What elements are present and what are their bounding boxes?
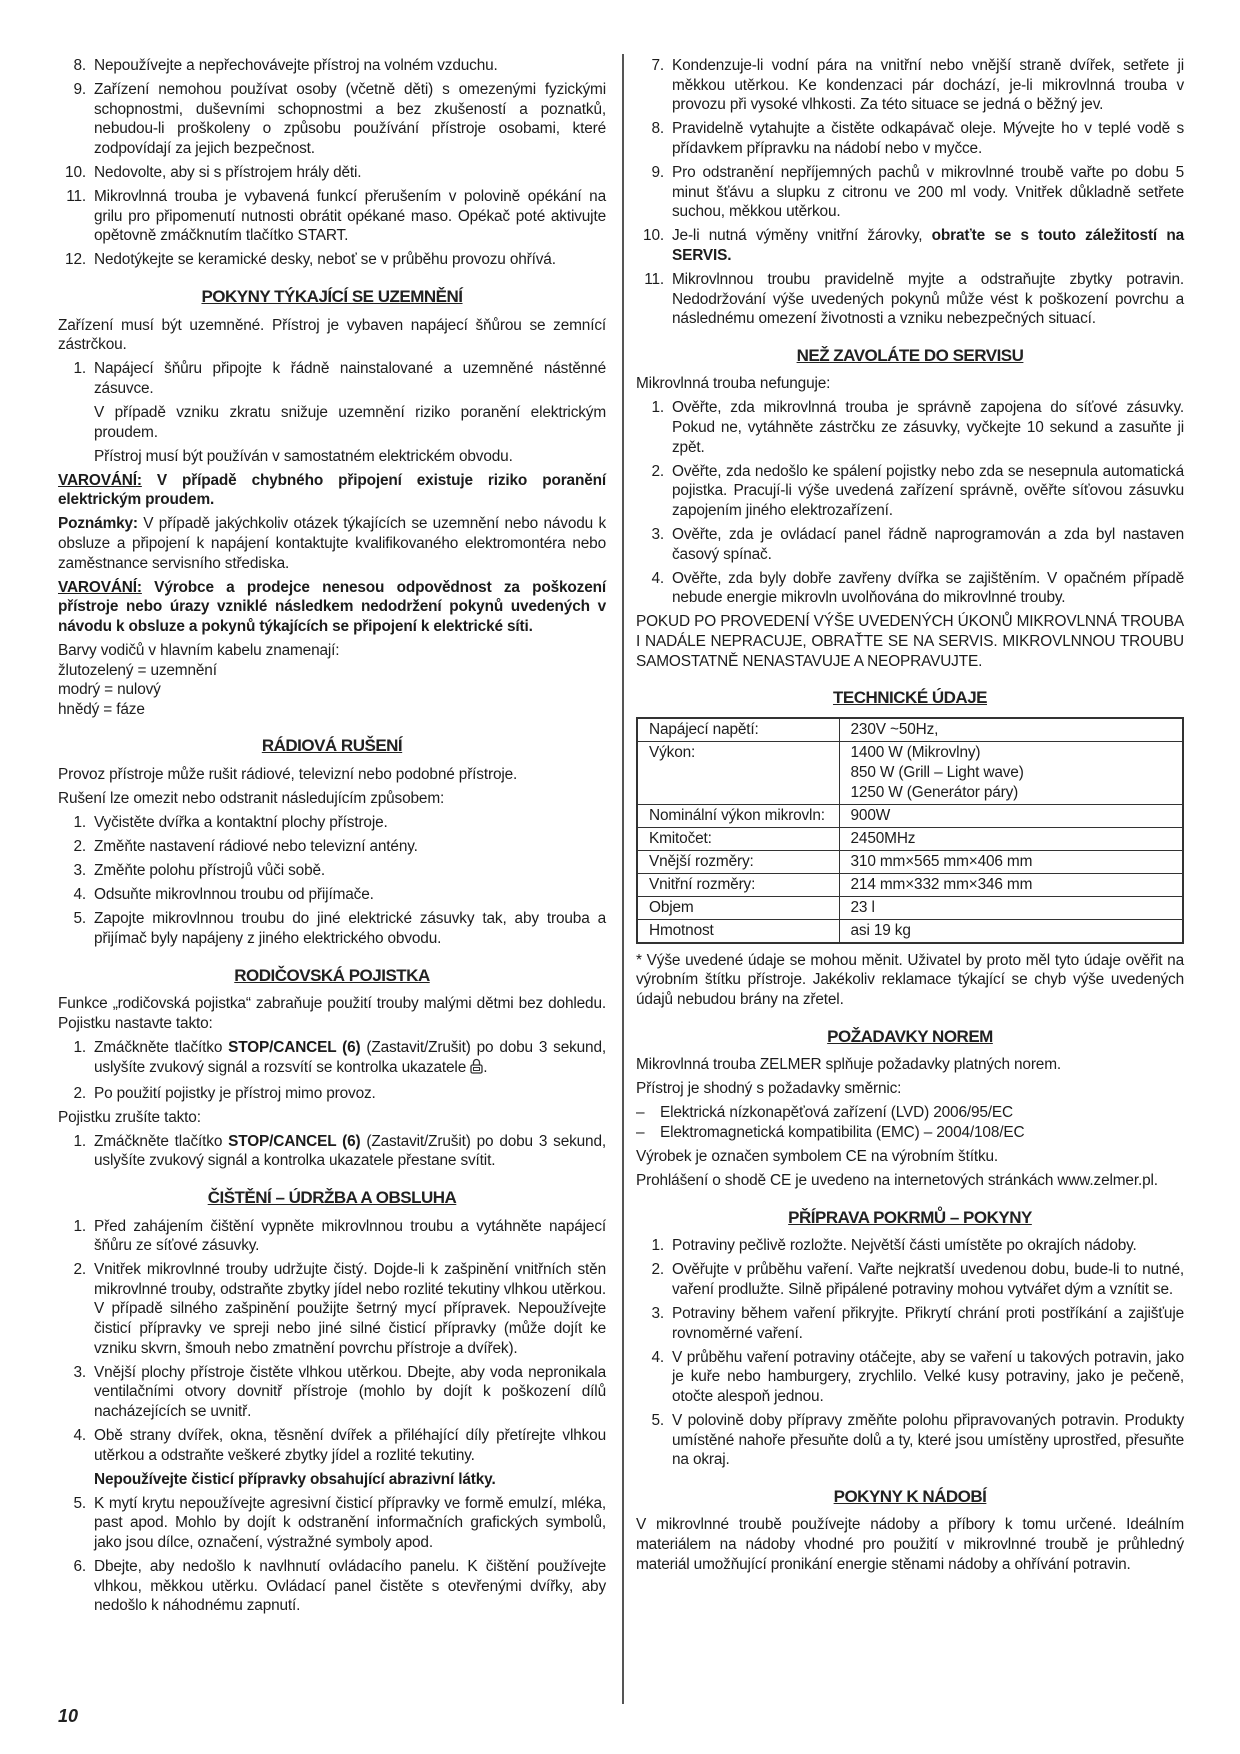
list-item-text: Ověřte, zda nedošlo ke spálení pojistky nebo zda se nesepnula automatická pojistka. Pracují-li výše uvedená zařízení správně, ověřte síťovou zásuvku zapojením jiného elektrozařízení. (672, 462, 1184, 519)
list-number: 3. (73, 862, 86, 880)
list-number: 2. (73, 1084, 86, 1102)
list-number: 1. (651, 399, 664, 417)
list-number: 4. (73, 886, 86, 904)
list-item (58, 80, 606, 158)
list-item (636, 270, 1184, 329)
list-item-text: Pravidelně vytahujte a čistěte odkapávač oleje. Mývejte ho v teplé vodě s přídavkem přípravku na nádobí nebo v myčce. (672, 120, 1184, 157)
list-item-text: Ověřujte v průběhu vaření. Vařte nejkratší uvedenou dobu, bude-li to nutné, vaření prodlužte. Silně připálené potraviny mohou vytvářet dým a vznítit se. (672, 1261, 1184, 1298)
list-number: 1. (73, 1217, 86, 1235)
paragraph: * Výše uvedené údaje se mohou měnit. Uživatel by proto měl tyto údaje ověřit na výrobním štítku přístroje. Jakékoliv reklamace týkající se chyb výše uvedených údajů nebudou brány na zřetel. (636, 951, 1184, 1008)
list-item (58, 1494, 606, 1553)
text-line: modrý = nulový (58, 681, 161, 699)
list-item (636, 569, 1184, 608)
list-item-text: V polovině doby přípravy změňte polohu připravovaných potravin. Produkty umístěné nahoře přesuňte dolů a ty, které jsou umístěny uprostřed, přesuňte na okraj. (672, 1412, 1184, 1469)
dash-list-item (636, 1103, 1184, 1123)
list-number: 10. (65, 163, 86, 181)
spec-value (839, 850, 1183, 873)
spec-value (839, 718, 1183, 742)
list-item (58, 813, 606, 833)
list-item-text: Před zahájením čištění vypněte mikrovlnnou troubu a vytáhněte napájecí šňůru ze síťové zásuvky. (94, 1217, 606, 1255)
list-item-note: Přístroj musí být používán v samostatném elektrickém obvodu. (94, 447, 513, 465)
list-number: 1. (73, 1038, 86, 1056)
list-item-text: Potraviny během vaření přikryjte. Přikrytí chrání proti postříkání a zajišťuje rovnoměrné vaření. (672, 1305, 1184, 1342)
list-number: 5. (73, 1494, 86, 1512)
list-number: 1. (73, 360, 86, 378)
list-item (58, 861, 606, 881)
paragraph: Pojistku zrušíte takto: (58, 1108, 201, 1126)
spec-label: Napájecí napětí: (637, 718, 839, 742)
list-number: 10. (643, 227, 664, 245)
section-heading: POKYNY TÝKAJÍCÍ SE UZEMNĚNÍ (201, 286, 463, 306)
list-item (58, 1557, 606, 1616)
list-item (636, 226, 1184, 265)
list-item (58, 909, 606, 948)
text-run: (Zastavit/Zrušit) po dobu 3 sekund, uslyšíte zvukový signál a kontrolka ukazatele přestane svítit. (94, 1132, 606, 1170)
list-number: 4. (73, 1427, 86, 1445)
dash-bullet: – (636, 1123, 645, 1141)
list-number: 9. (73, 81, 86, 99)
list-item (636, 56, 1184, 115)
paragraph (58, 471, 606, 510)
emphasis-text: V případě chybného připojení existuje riziko poranění elektrickým proudem. (58, 471, 606, 509)
section-heading: POŽADAVKY NOREM (827, 1026, 993, 1046)
paragraph: V mikrovlnné troubě používejte nádoby a příbory k tomu určené. Ideálním materiálem na nádoby vhodné pro použití v mikrovlnné troubě je průhledný materiál umožňující pronikání energie stěnami nádoby a ohřívání potravin. (636, 1516, 1184, 1573)
left-column (58, 56, 606, 1620)
list-item-text: Vnitřek mikrovlnné trouby udržujte čistý. Dojde-li k zašpinění vnitřních stěn mikrovlnné trouby, odstraňte zbytky jídel nebo rozlité tekutiny vlhkou utěrkou. V případě silného zašpinění použijte šetrný mycí přípravek. Nepoužívejte čisticí přípravky ve spreji nebo jiné silné čisticí přípravky (může dojít ke vzniku skvrn, šmouh nebo zmatnění povrchu přístroje a dvířek). (94, 1261, 606, 1357)
list-number: 8. (73, 57, 86, 74)
list-item (58, 1084, 606, 1104)
spec-value (839, 919, 1183, 943)
list-item-text: Nepoužívejte a nepřechovávejte přístroj na volném vzduchu. (94, 57, 498, 74)
spec-table (636, 717, 1184, 944)
spec-value-line: asi 19 kg (850, 921, 911, 939)
lock-icon (470, 1058, 483, 1080)
spec-label: Hmotnost (637, 919, 839, 943)
emphasis-text: Výrobce a prodejce nenesou odpovědnost za poškození přístroje nebo úrazy vzniklé následkem nedodržení pokynů uvedených v návodu k obsluze a pokynů týkajících se připojení k elektrické síti. (58, 578, 606, 635)
list-number: 2. (73, 838, 86, 856)
text-line: žlutozelený = uzemnění (58, 661, 217, 679)
paragraph: Rušení lze omezit nebo odstranit následujícím způsobem: (58, 790, 445, 807)
spec-row (637, 804, 1183, 827)
list-item-text: Kondenzuje-li vodní pára na vnitřní nebo vnější straně dvířek, setřete ji měkkou utěrkou. Ke kondenzaci pár dochází, je-li mikrovlnná trouba v provozu při vysoké vlhkosti. Za této situace se jedná o běžný jev. (672, 57, 1184, 114)
list-item (58, 1363, 606, 1422)
paragraph: Provoz přístroje může rušit rádiové, televizní nebo podobné přístroje. (58, 765, 518, 783)
list-item (58, 359, 606, 398)
list-item (58, 250, 606, 270)
paragraph: Mikrovlnná trouba ZELMER splňuje požadavky platných norem. (636, 1056, 1062, 1074)
spec-value-line: 230V ~50Hz, (850, 720, 939, 738)
dash-item-text: Elektromagnetická kompatibilita (EMC) – 2004/108/EC (660, 1123, 1025, 1141)
list-number: 1. (73, 1132, 86, 1150)
paragraph (58, 514, 606, 573)
spec-value (839, 741, 1183, 804)
list-item-note: V případě vzniku zkratu snižuje uzemnění riziko poranění elektrickým proudem. (94, 403, 606, 441)
list-number: 9. (651, 163, 664, 181)
spec-label: Vnitřní rozměry: (637, 873, 839, 896)
list-number: 5. (73, 910, 86, 928)
text-run: Je-li nutná výměny vnitřní žárovky, (672, 227, 932, 245)
spec-value (839, 827, 1183, 850)
list-number: 6. (73, 1558, 86, 1576)
list-item (636, 1236, 1184, 1256)
spec-value-line: 214 mm×332 mm×346 mm (850, 875, 1033, 893)
page-number: 10 (58, 1706, 79, 1726)
spec-value-line: 1400 W (Mikrovlny) (850, 743, 981, 761)
list-item-text: Mikrovlnnou troubu pravidelně myjte a odstraňujte zbytky potravin. Nedodržování výše uvedených pokynů může vést k poškození povrchu a následnému omezení životnosti a vzniku nebezpečných situací. (672, 270, 1184, 328)
list-item (636, 1260, 1184, 1299)
list-number: 1. (651, 1237, 664, 1255)
spec-row (637, 919, 1183, 943)
dash-list (636, 1103, 1184, 1142)
spec-row (637, 718, 1183, 742)
list-item (58, 1260, 606, 1358)
spec-row (637, 850, 1183, 873)
text-run: Zmáčkněte tlačítko (94, 1038, 229, 1056)
list-item (58, 163, 606, 183)
list-item (58, 1038, 606, 1079)
paragraph: Přístroj je shodný s požadavky směrnic: (636, 1080, 902, 1098)
spec-row (637, 873, 1183, 896)
list-item (636, 119, 1184, 158)
list-item (636, 525, 1184, 564)
spec-row (637, 827, 1183, 850)
list-item (58, 1426, 606, 1465)
text-line: Barvy vodičů v hlavním kabelu znamenají: (58, 641, 340, 659)
spec-value (839, 804, 1183, 827)
list-number: 7. (651, 57, 664, 74)
list-item-text: Potraviny pečlivě rozložte. Největší části umístěte po okrajích nádoby. (672, 1237, 1137, 1255)
right-column (636, 56, 1184, 1579)
paragraph (58, 578, 606, 637)
list-item-text: Nedovolte, aby si s přístrojem hrály děti. (94, 163, 362, 181)
list-item (636, 1304, 1184, 1343)
section-heading: POKYNY K NÁDOBÍ (833, 1486, 987, 1506)
list-number: 3. (73, 1363, 86, 1381)
spec-value-line: 1250 W (Generátor páry) (850, 783, 1019, 801)
dash-list-item (636, 1123, 1184, 1143)
list-item (58, 187, 606, 246)
list-number: 5. (651, 1412, 664, 1429)
list-item-text: Napájecí šňůru připojte k řádně nainstalované a uzemněné nástěnné zásuvce. (94, 360, 606, 397)
text-line: hnědý = fáze (58, 700, 145, 718)
list-item-text: Zapojte mikrovlnnou troubu do jiné elektrické zásuvky tak, aby trouba a přijímač byly napájeny z jiného elektrického obvodu. (94, 910, 606, 948)
emphasis-text: STOP/CANCEL (6) (228, 1132, 361, 1150)
list-item-text: K mytí krytu nepoužívejte agresivní čisticí přípravky ve formě emulzí, mléka, past apod. Mohlo by dojít k odstranění informačních grafických symbolů, jako jsou dílce, označení, výstražné symboly apod. (94, 1494, 606, 1551)
emphasis-text: STOP/CANCEL (6) (228, 1038, 361, 1056)
paragraph: Funkce „rodičovská pojistka“ zabraňuje použití trouby malými dětmi bez dohledu. Pojistku nastavte takto: (58, 995, 606, 1032)
list-number: 12. (65, 251, 86, 269)
list-item (636, 1348, 1184, 1407)
list-item-text: Ověřte, zda je ovládací panel řádně naprogramován a zda byl nastaven časový spínač. (672, 525, 1184, 563)
list-item-text (94, 1038, 606, 1079)
paragraph: Zařízení musí být uzemněné. Přístroj je vybaven napájecí šňůrou se zemnící zástrčkou. (58, 316, 606, 354)
list-item (58, 56, 606, 76)
text-run: (Zastavit/Zrušit) po dobu 3 sekund, uslyšíte zvukový signál a rozsvítí se kontrolka ukazatele (94, 1038, 606, 1076)
list-item-note (94, 1470, 606, 1490)
spec-value-line: 310 mm×565 mm×406 mm (850, 852, 1033, 870)
section-heading: PŘÍPRAVA POKRMŮ – POKYNY (788, 1207, 1032, 1227)
emphasis-text: Poznámky: (58, 515, 138, 533)
list-item (58, 837, 606, 857)
list-item-text: Mikrovlnná trouba je vybavená funkcí přerušením v polovině opékání na grilu pro připomenutí nutnosti obrátit opékané maso. Opékač poté aktivujte opětovně zmáčknutím tlačítko START. (94, 188, 606, 245)
spec-label: Kmitočet: (637, 827, 839, 850)
list-item-text: Po použití pojistky je přístroj mimo provoz. (94, 1084, 376, 1102)
section-heading: NEŽ ZAVOLÁTE DO SERVISU (796, 345, 1024, 365)
list-number: 4. (651, 569, 664, 587)
section-heading: RÁDIOVÁ RUŠENÍ (261, 736, 403, 756)
list-item-text: Odsuňte mikrovlnnou troubu od přijímače. (94, 886, 374, 904)
text-run: Zmáčkněte tlačítko (94, 1132, 229, 1150)
emphasis-text: obraťte se s touto záležitostí na SERVIS. (672, 227, 1185, 264)
paragraph: Mikrovlnná trouba nefunguje: (636, 375, 831, 393)
list-item-text: Pro odstranění nepříjemných pachů v mikrovlnné troubě vařte po dobu 5 minut šťávu a slupku z citronu ve 200 ml vody. Vnitřek důkladně setřete suchou, měkkou utěrkou. (672, 163, 1184, 221)
list-number: 8. (651, 120, 664, 138)
list-number: 11. (66, 188, 86, 206)
text-run: V případě jakýchkoliv otázek týkajících se uzemnění nebo návodu k obsluze a připojení k napájení kontaktujte kvalifikovaného elektromontéra nebo zaměstnance servisního střediska. (58, 515, 606, 572)
spec-value-line: 900W (850, 806, 891, 824)
spec-value-line: 850 W (Grill – Light wave) (850, 763, 1024, 781)
list-item-text: Ověřte, zda byly dobře zavřeny dvířka se zajištěním. V opačném případě nebude energie mikrovln uvolňována do mikrovlnné trouby. (672, 569, 1184, 607)
list-item-text: Změňte nastavení rádiové nebo televizní antény. (94, 838, 418, 856)
line-group (58, 641, 606, 719)
section-heading: TECHNICKÉ ÚDAJE (832, 688, 988, 708)
dash-item-text: Elektrická nízkonapěťová zařízení (LVD) 2006/95/EC (660, 1104, 1014, 1122)
list-item-text: Změňte polohu přístrojů vůči sobě. (94, 862, 326, 880)
list-item (636, 163, 1184, 222)
spec-row (637, 896, 1183, 919)
emphasis-text: VAROVÁNÍ: (58, 578, 142, 596)
list-item-text: Obě strany dvířek, okna, těsnění dvířek a přiléhající díly přetírejte vlhkou utěrkou a odstraňte veškeré zbytky jídel a rozlité tekutiny. (94, 1427, 606, 1464)
list-item (636, 462, 1184, 521)
emphasis-text: VAROVÁNÍ: (58, 471, 142, 489)
list-number: 4. (651, 1348, 664, 1366)
paragraph: POKUD PO PROVEDENÍ VÝŠE UVEDENÝCH ÚKONŮ MIKROVLNNÁ TROUBA I NADÁLE NEPRACUJE, OBRAŤTE SE NA SERVIS. MIKROVLNNOU TROUBU SAMOSTATNĚ NENASTAVUJE A NEOPRAVUJTE. (636, 613, 1184, 670)
emphasis-text: Nepoužívejte čisticí přípravky obsahující abrazivní látky. (94, 1470, 496, 1488)
spec-label: Vnější rozměry: (637, 850, 839, 873)
spec-value (839, 896, 1183, 919)
list-item (636, 398, 1184, 457)
spec-row (637, 741, 1183, 804)
spec-label: Objem (637, 896, 839, 919)
list-number: 2. (651, 462, 664, 480)
list-item-text: Vnější plochy přístroje čistěte vlhkou utěrkou. Dbejte, aby voda nepronikala ventilačními otvory dovnitř přístroje (mohlo by dojít k poškození dílů nacházejících se uvnitř. (94, 1363, 606, 1420)
text-run: . (483, 1058, 488, 1076)
list-item-text: Dbejte, aby nedošlo k navlhnutí ovládacího panelu. K čištění používejte vlhkou, měkkou utěrku. Ovládací panel čistěte s otevřenými dvířky, aby nedošlo k náhodnému zapnutí. (94, 1558, 606, 1615)
list-item-text: Vyčistěte dvířka a kontaktní plochy přístroje. (94, 814, 388, 832)
list-item (58, 1217, 606, 1256)
list-number: 1. (73, 814, 86, 832)
list-item-text: Nedotýkejte se keramické desky, neboť se v průběhu provozu ohřívá. (94, 251, 556, 269)
list-item-text: Ověřte, zda mikrovlnná trouba je správně zapojena do síťové zásuvky. Pokud ne, vytáhněte zástrčku ze zásuvky, vyčkejte 10 sekund a zasuňte ji zpět. (672, 399, 1184, 456)
column-divider (622, 54, 624, 1704)
list-item-text (672, 226, 1184, 265)
list-number: 3. (651, 1305, 664, 1323)
section-heading: RODIČOVSKÁ POJISTKA (234, 965, 430, 985)
spec-value-line: 23 l (850, 898, 875, 916)
spec-value-line: 2450MHz (850, 829, 916, 847)
dash-bullet: – (636, 1104, 645, 1122)
list-number: 3. (651, 525, 664, 543)
list-item-text (94, 1132, 606, 1171)
spec-label: Výkon: (637, 741, 839, 804)
list-item (636, 1411, 1184, 1470)
list-item (58, 885, 606, 905)
spec-label: Nominální výkon mikrovln: (637, 804, 839, 827)
list-item-text: Zařízení nemohou používat osoby (včetně děti) s omezenými fyzickými schopnostmi, duševními schopnostmi a bez zkušeností a poznatků, nebudou-li proškoleny o způsobu používání přístroje osobami, které zodpovídají za jejich bezpečnost. (94, 81, 606, 157)
paragraph: Prohlášení o shodě CE je uvedeno na internetových stránkách www.zelmer.pl. (636, 1172, 1158, 1190)
list-number: 2. (73, 1261, 86, 1279)
section-heading: ČIŠTĚNÍ – ÚDRŽBA A OBSLUHA (207, 1188, 457, 1207)
list-item-text: V průběhu vaření potraviny otáčejte, aby se vaření u takových potravin, jako je kuře nebo hamburgery, zrychlilo. Velké kusy potraviny, jako je pečeně, otočte alespoň jednou. (672, 1348, 1184, 1405)
list-number: 2. (651, 1261, 664, 1279)
list-number: 11. (644, 270, 664, 288)
paragraph: Výrobek je označen symbolem CE na výrobním štítku. (636, 1147, 999, 1165)
spec-value (839, 873, 1183, 896)
list-item (58, 1132, 606, 1171)
